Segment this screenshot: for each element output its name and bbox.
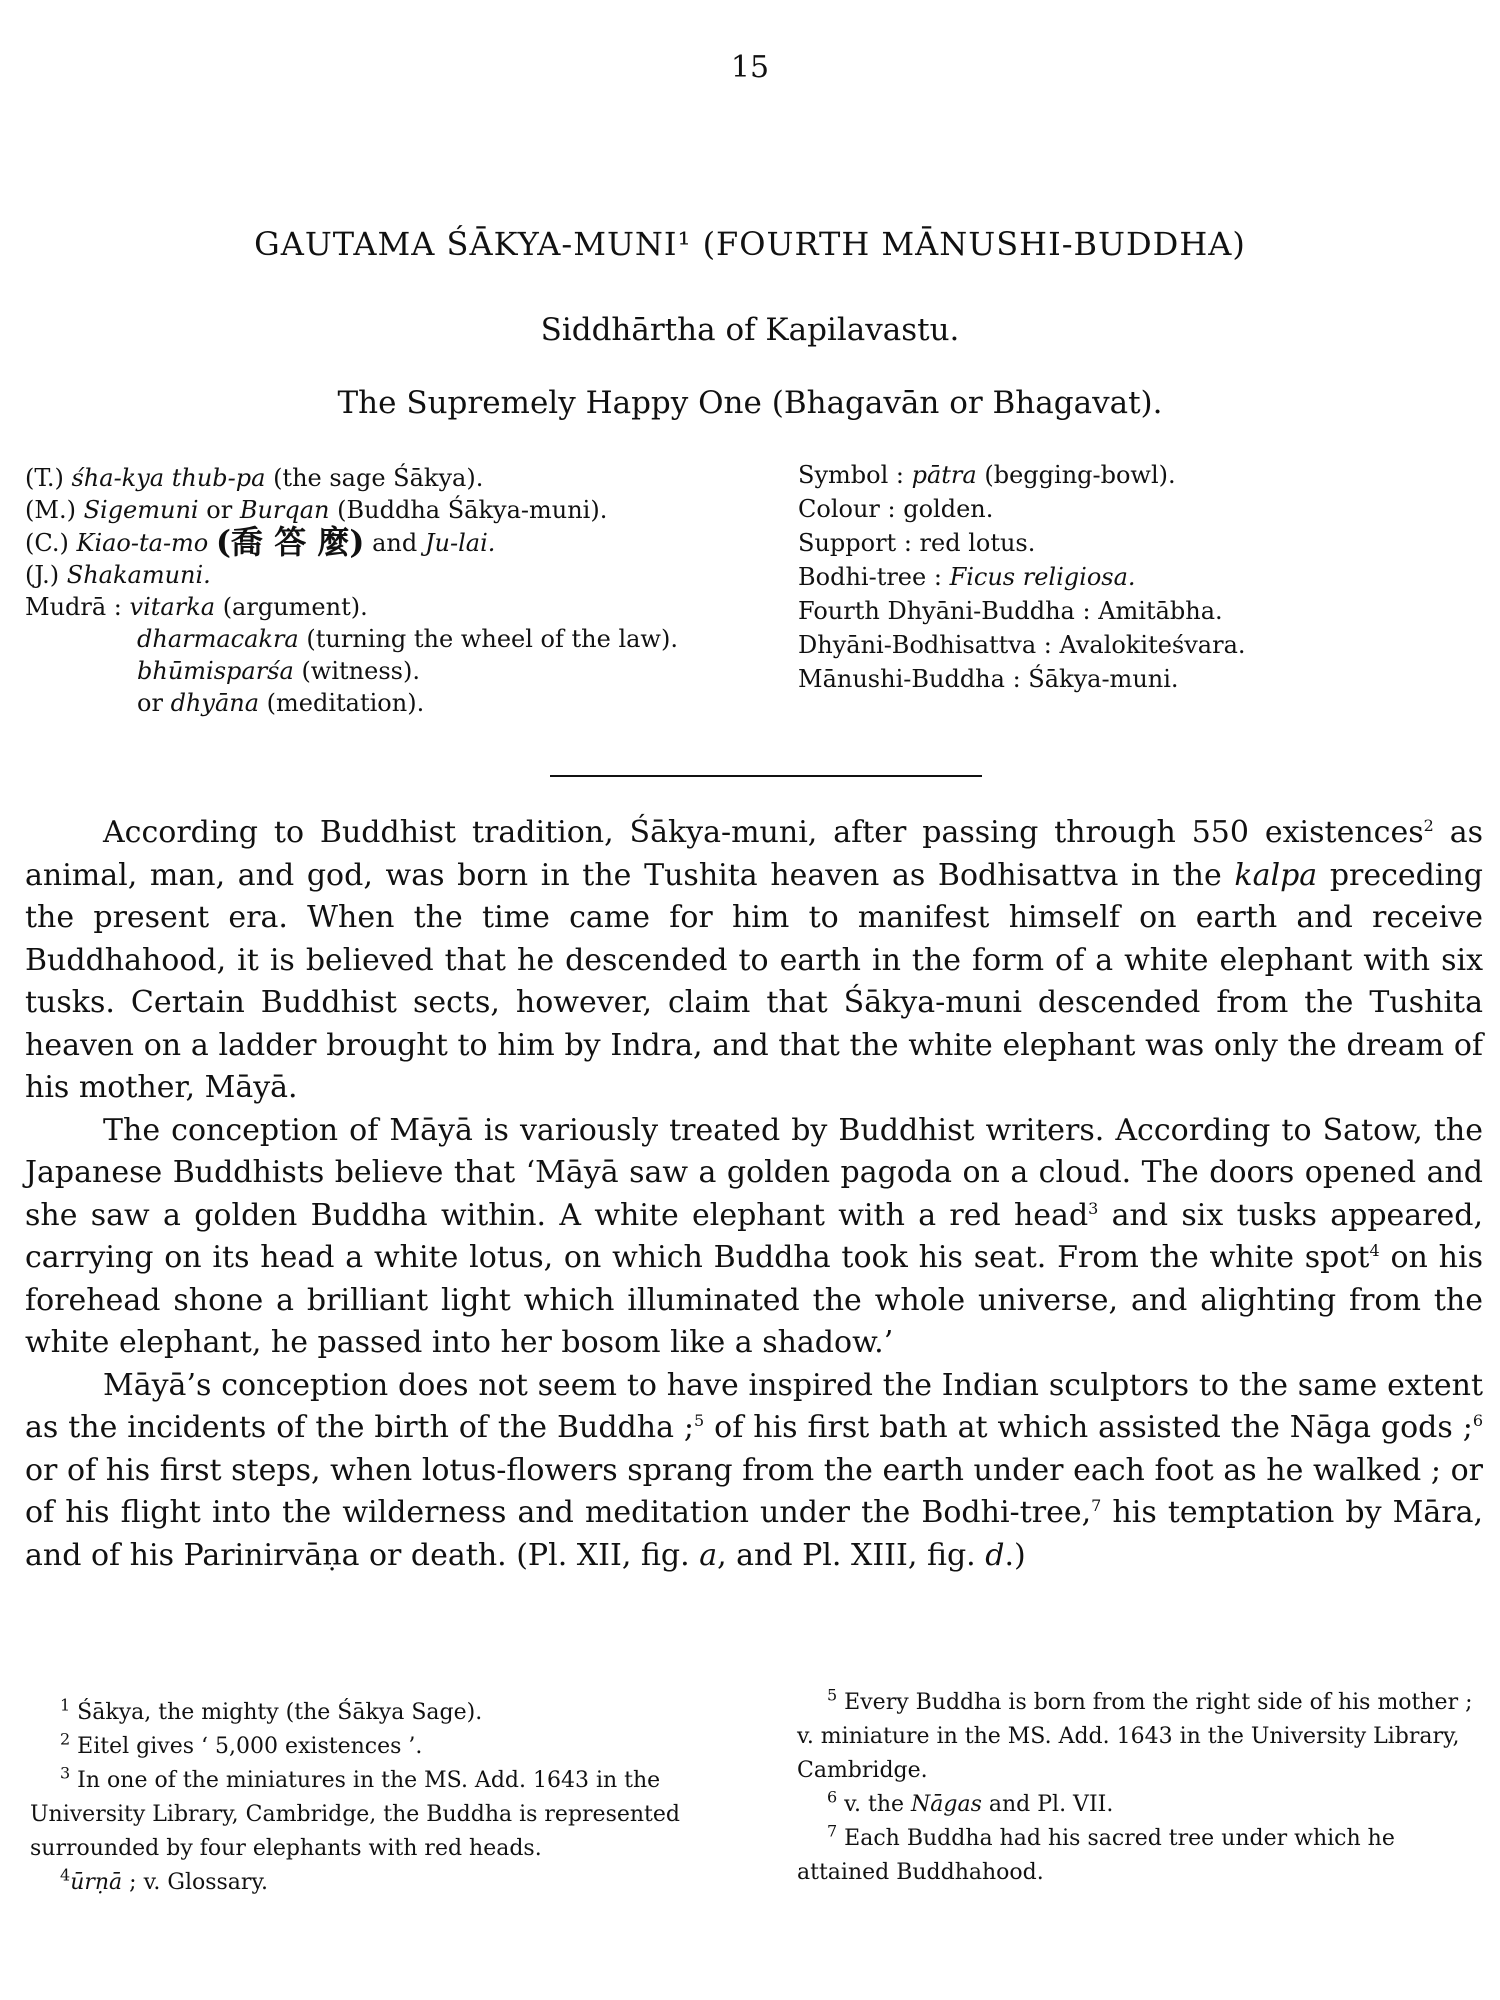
body-text [25,812,1483,1577]
footnote-5: $^5$ Every Buddha is born from the right side of his mother ; v. miniature in the MS. Add. 1643 in the University Library, Cambridge. [797,1685,1473,1783]
colour: Colour : golden. [798,495,994,523]
footnote-ref-5: 5 [694,1411,705,1430]
chapter-title: GAUTAMA ŚĀKYA-MUNI¹ (FOURTH MĀNUSHI-BUDDHA) [254,225,1246,263]
japanese-name: (J.) Shakamuni. [25,561,211,589]
manushi-buddha: Mānushi-Buddha : Śākya-muni. [798,665,1179,693]
mudra-label: Mudrā : [25,593,122,621]
footnote-2: $^2$ Eitel gives ‘ 5,000 existences ’. [60,1729,423,1759]
footnote-ref-7: 7 [1091,1496,1102,1515]
paragraph-1: According to Buddhist tradition, Śākya-muni, after passing through 550 existences$^2$ as animal, man, and god, was born in the Tushita heaven as Bodhisattva in the kalpa preceding the present era. When the time came for him to manifest himself on earth and receive Buddhahood, it is believed that he descended to earth in the form of a white elephant with six tusks. Certain Buddhist sects, however, claim that Śākya-muni descended from the Tushita heaven on a ladder brought to him by Indra, and that the white elephant was only the dream of his mother, Māyā. [25,815,1483,1105]
subtitle-birthplace: Siddhārtha of Kapilavastu. [540,312,960,348]
footnotes-left-column [30,1696,720,1900]
page-number: 15 [730,50,770,85]
mudra-1: Mudrā : vitarka (argument). [25,593,368,621]
mudra-4: or dhyāna (meditation). [137,689,425,717]
tibetan-name: (T.) śha-kya thub-pa (the sage Śākya). [25,464,484,492]
footnote-6: $^6$ v. the Nāgas and Pl. VII. [827,1787,1114,1817]
mudra-2: dharmacakra (turning the wheel of the law). [137,625,678,653]
dhyani-buddha: Fourth Dhyāni-Buddha : Amitābha. [798,597,1223,625]
bodhi-tree: Bodhi-tree : Ficus religiosa. [798,563,1136,591]
dhyani-bodhisattva: Dhyāni-Bodhisattva : Avalokiteśvara. [798,631,1246,659]
paragraph-2: The conception of Māyā is variously treated by Buddhist writers. According to Satow, the Japanese Buddhists believe that ‘Māyā saw a golden pagoda on a cloud. The doors opened and she saw a golden Buddha within. A white elephant with a red head$^3$ and six tusks appeared, carrying on its head a white lotus, on which Buddha took his seat. From the white spot$^4$ on his forehead shone a brilliant light which illuminated the whole universe, and alighting from the white elephant, he passed into her bosom like a shadow.’ [25,1112,1483,1360]
footnote-ref-4: 4 [1369,1241,1380,1260]
names-and-mudras [25,462,785,719]
footnote-ref-2: 2 [1423,816,1434,835]
attributes-list [798,458,1488,696]
footnote-4: $^4$ūrṇā ; v. Glossary. [60,1865,268,1895]
subtitle-epithet: The Supremely Happy One (Bhagavān or Bhagavat). [337,385,1163,421]
mongolian-name: (M.) Sigemuni or Burqan (Buddha Śākya-muni). [25,496,608,524]
footnote-1: $^1$ Śākya, the mighty (the Śākya Sage). [60,1695,483,1725]
mudra-3: bhūmisparśa (witness). [137,657,420,685]
section-divider [550,775,982,777]
footnote-ref-3: 3 [1088,1198,1099,1218]
footnote-3: $^3$ In one of the miniatures in the MS. Add. 1643 in the University Library, Cambridge, the Buddha is represented surrounded by four elephants with red heads. [30,1763,680,1861]
footnotes-right-column [797,1686,1487,1890]
footnote-7: $^7$ Each Buddha had his sacred tree under which he attained Buddhahood. [797,1821,1395,1885]
symbol: Symbol : pātra (begging-bowl). [798,461,1176,489]
chinese-name: (C.) Kiao-ta-mo (喬 答 麼) and Ju-lai. [25,523,496,561]
support: Support : red lotus. [798,529,1036,557]
paragraph-3: Māyā’s conception does not seem to have inspired the Indian sculptors to the same extent as the incidents of the birth of the Buddha ;$^5$ of his first bath at which assisted the Nāga gods ;$^6$ or of his first steps, when lotus-flowers sprang from the earth under each foot as he walked ; or of his flight into the wilderness and meditation under the Bodhi-tree,$^7$ his temptation by Māra, and of his Parinirvāṇa or death. (Pl. XII, fig. a, and Pl. XIII, fig. d.) [25,1367,1484,1573]
footnote-ref-6: 6 [1472,1411,1484,1430]
chinese-characters: (喬 答 麼) [215,523,365,561]
